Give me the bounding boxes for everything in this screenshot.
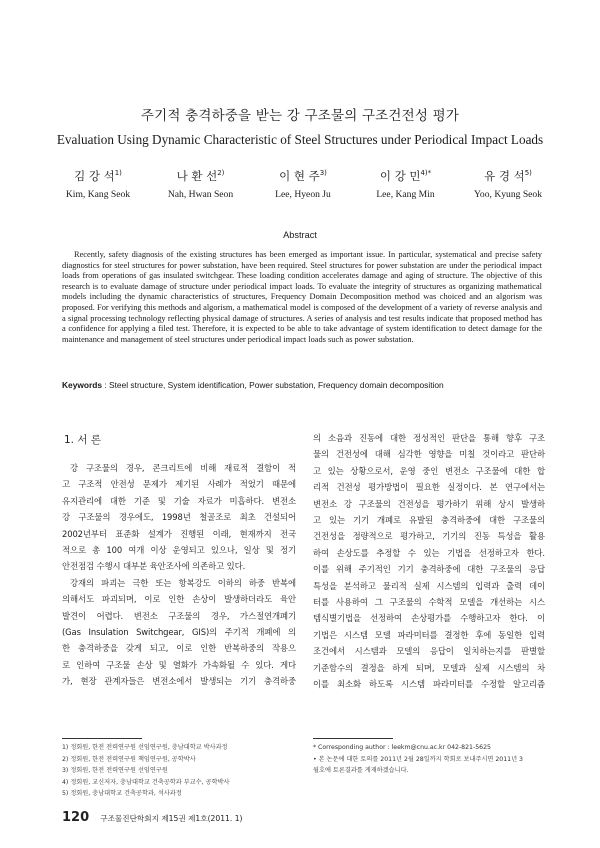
- text-line: 의해서도 파괴되며, 이로 인한 손상이 발생하더라도 육안: [62, 594, 296, 605]
- text-line: 물의 건전성에 대해 심각한 영향을 미칠 것이라고 판단하: [313, 449, 545, 460]
- left-column-text: [62, 460, 296, 690]
- author-name-en: Lee, Hyeon Ju: [275, 189, 331, 200]
- text-line: 고 구조적 안전성 문제가 제기된 사례가 적었기 때문에: [62, 479, 296, 490]
- author-name-en: Nah, Hwan Seon: [167, 189, 234, 200]
- text-line: 강 구조물의 경우에도, 1998년 철골조로 최초 건설되어: [62, 512, 296, 523]
- author-name-ko: 유 경 석: [484, 169, 525, 183]
- footnote: 월호에 토론결과를 게재하겠습니다.: [313, 767, 409, 775]
- footnotes-left: [62, 742, 302, 800]
- abstract-body: Recently, safety diagnosis of the existing structures has been emerged as important issue. In particular, systematical and precise safety diagnostics for steel structures for power substation, have been required. Steel structures for power substation are under the periodical impact loads from operations of gas insulated switchgear. These loading condition accelerates damage and aging of structure. The objective of this research is to evaluate damage of structure under periodical impact loads. To evaluate the integrity of structures as organizing mathematical models including the dynamic characteristics of structures, Frequency Domain Decomposition method was choiced and an algorism was proposed. For verifying this methods and algorism, a mathematical model is composed of the development of a variety of reverse analysis and a signal processing technology reflecting physical damage of structures. A series of analysis and test results indicate that proposed method has a confidence for applying a filed test. Therefore, it is expected to be able to take advantage of system identification to detect damage for the maintenance and management of steel structures under periodical impact loads such as power substation.: [62, 250, 542, 344]
- author: [458, 168, 558, 200]
- text-line: 한 충격하중을 갖게 되고, 이로 인한 반복하중의 작용으: [62, 643, 296, 654]
- footnote: 5) 정회원, 충남대학교 건축공학과, 석사과정: [62, 790, 182, 798]
- text-line: 하여 손상도를 추정할 수 있는 기법을 선정하고자 한다.: [313, 547, 545, 558]
- text-line: 기법은 시스템 모델 파라미터를 결정한 후에 동일한 입력: [313, 629, 545, 640]
- text-line: 의 소음과 진동에 대한 정성적인 판단을 통해 향후 구조: [313, 433, 545, 443]
- author: [253, 168, 353, 200]
- text-line: 강 구조물의 경우, 콘크리트에 비해 재료적 결함이 적: [70, 463, 296, 473]
- text-line: (Gas Insulation Switchgear, GIS)의 주기적 개폐에 의: [62, 627, 296, 638]
- author: [356, 168, 456, 200]
- title-korean: 주기적 충격하중을 받는 강 구조물의 구조건전성 평가: [140, 108, 460, 124]
- text-line: 적으로 총 100 여개 이상 운영되고 있으나, 일상 및 정기: [62, 545, 296, 556]
- text-line: 기준함수의 결정을 하게 되며, 모델과 실제 시스템의 차: [313, 662, 545, 673]
- author-name-ko: 나 환 선: [176, 169, 218, 183]
- author-name-ko: 김 강 석: [74, 169, 115, 183]
- journal-citation: 구조물진단학회지 제15권 제1호(2011. 1): [100, 814, 243, 823]
- text-line: 변전소 강 구조물의 건전성을 평가하기 위해 상시 발생하: [313, 498, 545, 509]
- author-name-ko: 이 현 주: [279, 169, 320, 183]
- body-column-left: [62, 430, 296, 690]
- right-column-text: [313, 430, 545, 693]
- text-line: 강재의 파괴는 극한 또는 항복강도 이하의 하중 반복에: [70, 577, 296, 588]
- author-name-en: Yoo, Kyung Seok: [473, 189, 543, 200]
- text-line: 건전성을 정량적으로 평가하고, 기기의 진동 특성을 활용: [313, 531, 545, 542]
- footnotes-right: [313, 742, 545, 777]
- text-line: 가, 현장 관계자들은 변전소에서 발생되는 기기 충격하중: [62, 676, 296, 687]
- title-english: Evaluation Using Dynamic Characteristic of Steel Structures under Periodical Impact Loads: [56, 132, 544, 147]
- text-line: 안전점검 수행시 대부분 육안조사에 의존하고 있다.: [62, 561, 246, 572]
- footnote: 2) 정회원, 한전 전력연구원 책임연구원, 공학박사: [62, 755, 196, 763]
- text-line: 이를 최소화 하도록 시스템 파라미터를 수정할 알고리즘: [313, 679, 545, 690]
- footnote: 3) 정회원, 한전 전력연구원 선임연구원: [62, 767, 168, 775]
- author-affiliation-mark: 5): [524, 169, 532, 177]
- text-line: 2002년부터 표준화 설계가 진행된 이래, 현재까지 전국: [62, 528, 296, 539]
- author-name-ko: 이 강 민: [379, 169, 421, 183]
- author: [48, 168, 148, 200]
- text-line: 유지관리에 대한 기준 및 기술 자료가 미흡하다. 변전소: [62, 495, 296, 506]
- text-line: 이를 위해 주기적인 기기 충격하중에 대한 구조물의 응답: [313, 564, 545, 575]
- footnote: • 본 논문에 대한 토의를 2011년 2월 28일까지 학회로 보내주시면 2011년 3: [313, 755, 523, 763]
- text-line: 리적 건전성 평가방법이 필요한 실정이다. 본 연구에서는: [313, 482, 545, 493]
- keywords-label: Keywords: [62, 380, 103, 390]
- author: [151, 168, 251, 200]
- page-number: 120: [62, 810, 90, 825]
- footnote: 4) 정회원, 교신저자, 충남대학교 건축공학과 부교수, 공학박사: [62, 778, 230, 786]
- keywords: [62, 380, 552, 390]
- text-line: 조건에서 시스템과 모델의 응답이 일치하는지를 판별할: [313, 646, 545, 657]
- footnote: * Corresponding author : leekm@cnu.ac.kr 042-821-5625: [313, 744, 491, 751]
- footnote-divider-right: [313, 738, 393, 739]
- body-column-right: [313, 430, 545, 693]
- text-line: 고 있는 상황으로서, 운영 중인 변전소 구조물에 대한 합: [313, 465, 545, 476]
- author-name-en: Lee, Kang Min: [376, 189, 435, 200]
- text-line: 템식별기법을 선정하여 손상평가를 수행하고자 한다. 이: [313, 613, 545, 624]
- text-line: 로 인하여 구조물 손상 및 열화가 가속화될 수 있다. 게다: [62, 659, 296, 670]
- page-footer: [62, 806, 362, 825]
- author-affiliation-mark: 2): [217, 169, 225, 177]
- footnote-divider-left: [62, 738, 142, 739]
- author-name-en: Kim, Kang Seok: [65, 189, 131, 200]
- text-line: 터를 사용하여 그 구조물의 수학적 모델을 개선하는 시스: [313, 597, 545, 608]
- author-list: [48, 168, 558, 200]
- author-affiliation-mark: 4)*: [420, 169, 432, 177]
- footnote: 1) 정회원, 한전 전력연구원 선임연구원, 충남대학교 박사과정: [62, 744, 228, 751]
- abstract-heading: Abstract: [283, 230, 317, 240]
- author-affiliation-mark: 3): [319, 169, 327, 177]
- keywords-text: : Steel structure, System identification, Power substation, Frequency domain decomposition: [104, 380, 444, 390]
- section-heading: 1. 서 론: [64, 434, 101, 446]
- text-line: 특성을 분석하고 물리적 실제 시스템의 입력과 출력 데이: [313, 580, 545, 591]
- author-affiliation-mark: 1): [114, 169, 122, 177]
- text-line: 고 있는 기기 개폐로 유발된 충격하중에 대한 구조물의: [313, 515, 545, 526]
- text-line: 발견이 어렵다. 변전소 구조물의 경우, 가스절연개폐기: [62, 610, 296, 621]
